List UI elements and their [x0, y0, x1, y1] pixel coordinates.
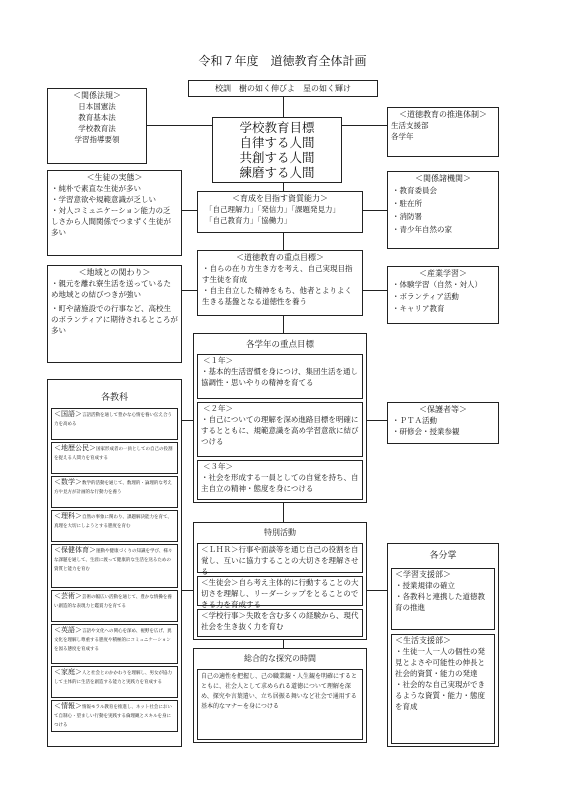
related-laws-heading: ＜関係法規＞ [73, 91, 121, 100]
grade-1 [197, 354, 363, 399]
community-relations [47, 265, 182, 363]
subject-text: 言語活動を通して豊かな心情を養い伝え合う力を高める [54, 413, 172, 427]
duty-heading: 各分掌 [429, 551, 457, 561]
subject-label: ＜理科＞ [54, 512, 82, 520]
agencies-heading: ＜関係諸機関＞ [415, 174, 471, 183]
community-list [48, 278, 181, 336]
grade-1-label: ＜１年＞ [203, 356, 233, 365]
target-abilities-list [198, 204, 362, 226]
special-label: ＜ＬＨＲ＞ [201, 545, 239, 554]
connector-line [342, 125, 387, 126]
subject-item [51, 666, 178, 698]
grade-2-text: ・自己についての理解を深め進路目標を明確にするとともに、規範意識を高め学習意欲に結びつける [201, 415, 359, 446]
student-status-heading: ＜生徒の実態＞ [86, 173, 143, 182]
subject-label: ＜情報＞ [54, 702, 82, 710]
duty-divisions [387, 543, 499, 747]
ability-line: 「自己理解力」「発信力」「課題発見力」 [205, 205, 340, 214]
agencies-list [388, 184, 498, 236]
special-text: 失敗を含む多くの経験から、現代社会を生き抜く力を育む [201, 611, 359, 631]
subject-text: 数学的活動を通じて、数理的・論理的な考え方や見方が計画的な行動力を養う [54, 481, 172, 495]
subject-item [51, 544, 178, 588]
guardians-list [388, 415, 498, 437]
connector-line [182, 590, 193, 591]
subject-item [51, 476, 178, 508]
target-abilities-heading: ＜育成を目指す資質能力＞ [232, 194, 328, 203]
school-motto [188, 80, 378, 97]
task-line: ・授業規律の確立 [395, 581, 455, 590]
subject-text: 言語や文化への関心を深め、視野を広げ、異文化を理解し尊重する態度や積極的にコミュニケーションを図る態度を育成する [54, 629, 172, 652]
connector-line [182, 290, 197, 291]
community-item: ・親元を離れ寮生活を送っているため地域との結びつきが強い [51, 279, 171, 299]
special-school-events [197, 609, 363, 637]
connector-line [283, 316, 284, 333]
goal-item: 練磨する人間 [239, 165, 315, 180]
subjects-heading: 各教科 [100, 393, 128, 403]
law-item: 学校教育法 [78, 124, 116, 133]
subject-item [51, 590, 178, 622]
moral-goals-list [198, 263, 362, 307]
connector-line [182, 210, 197, 211]
special-heading: 特別活動 [264, 528, 296, 537]
student-item: ・純朴で素直な生徒が多い [51, 184, 141, 193]
goal-item: 学校教育目標 [239, 120, 315, 135]
subject-text: 芸術の幅広い活動を通じて、豊かな情操を養い創造的な表現力と鑑賞力を育てる [54, 595, 172, 609]
connector-line [367, 590, 387, 591]
subject-label: ＜国語＞ [54, 410, 82, 418]
promotion-item: 生活支援部 [391, 121, 429, 130]
connector-line [283, 233, 284, 250]
subject-item [51, 408, 178, 440]
connector-line [147, 125, 212, 126]
subjects-list [51, 408, 178, 732]
promotion-list [388, 120, 498, 142]
agency-item: ・駐在所 [392, 199, 422, 208]
task-line: ・生徒一人一人の個性の発見とよさや可能性の伸長と社会的資質・能力の発達 [395, 647, 485, 678]
grade-goals-heading: 各学年の重点目標 [245, 340, 314, 350]
connector-line [182, 420, 193, 421]
subject-label: ＜保健体育＞ [54, 546, 96, 554]
connector-line [283, 183, 284, 191]
related-laws [47, 88, 147, 164]
moral-goal-item: ・自らの在り方生き方を考え、自己実現目指す生徒を育成 [202, 264, 353, 284]
subject-text: 運動や健康づくりの知識を学び、様々な課題を通して、生涯に渡って健康的な生活を送るための資質と能力を育む [54, 549, 173, 572]
learning-support-list [392, 580, 494, 613]
student-status-list [48, 183, 181, 238]
special-text: 自ら考え主体的に行動することの大切さを理解し、リーダーシップをとることのできる力を育成する [201, 578, 359, 609]
grade-2-label: ＜２年＞ [203, 404, 233, 413]
special-student-council [197, 576, 363, 609]
subject-label: ＜数学＞ [54, 478, 82, 486]
moral-education-goals [197, 250, 363, 316]
law-item: 教育基本法 [78, 113, 116, 122]
grade-3 [197, 460, 363, 500]
inquiry-heading: 総合的な探究の時間 [244, 654, 316, 663]
agency-item: ・教育委員会 [392, 186, 437, 195]
grade-goals [193, 333, 367, 503]
page-title: 令和７年度 道徳教育全体計画 [198, 54, 367, 68]
guardians-heading: ＜保護者等＞ [419, 405, 467, 414]
industry-item: ・体験学習（自然・対人） [392, 280, 482, 289]
target-abilities [197, 191, 363, 233]
student-item: ・学習意欲や規範意識が乏しい [51, 195, 156, 204]
agency-item: ・消防署 [392, 212, 422, 221]
law-item: 日本国憲法 [78, 102, 116, 111]
guardian-item: ・ＰＴＡ活動 [392, 416, 437, 425]
grade-3-label: ＜３年＞ [203, 462, 233, 471]
subject-text: 自然の事象に関わり、課題解決能力を育て、真理を大切にしようとする態度を育む [54, 515, 172, 529]
promotion-system [387, 107, 499, 157]
learning-support [391, 568, 495, 630]
grade-2 [197, 402, 363, 457]
promotion-heading: ＜道徳教育の推進体制＞ [399, 110, 487, 119]
subject-text: 人と社会とのかかわりを理解し、男女が協力して主体的に生活を創造する能力と実践力を育成する [54, 671, 172, 685]
special-label: ＜生徒会＞ [201, 578, 239, 587]
goal-item: 自律する人間 [239, 135, 315, 150]
moral-goals-heading: ＜道徳教育の重点目標＞ [236, 253, 324, 262]
grade-3-text: ・社会を形成する一員としての自覚を持ち、自主自立の精神・態度を身につける [201, 473, 359, 493]
task-line: ・各教科と連携した道徳教育の推進 [395, 592, 485, 612]
community-item: ・町や諸施設での行事など、高校生のボランティアに期待されるところが多い [51, 304, 178, 335]
student-item: ・対人コミュニケーション能力の乏しさから人間関係でつまずく生徒が多い [51, 206, 171, 237]
guardian-item: ・研修会・授業参観 [392, 427, 460, 436]
related-agencies [387, 171, 499, 249]
subject-text: 情報モラル教育を推進し、ネット社会において自制心・望ましい行動を実践する倫理観とスキルを身につける [54, 705, 172, 728]
connector-line [283, 97, 284, 117]
inquiry-text: 自己の適性を把握し、己の職業観・人生観を明確にするとともに、社会人として求められる道徳について理解を深め、探究や言葉遣い、立ち居振る舞いなど社会で通用する基本的なマナーを身につける [201, 673, 358, 710]
industry-learning [387, 266, 499, 324]
promotion-item: 各学年 [391, 132, 414, 141]
subject-label: ＜英語＞ [54, 626, 82, 634]
goal-item: 共創する人間 [239, 150, 315, 165]
related-laws-list [48, 101, 146, 145]
life-support-label: ＜生活支援部＞ [395, 636, 451, 645]
subject-item [51, 624, 178, 664]
connector-line [367, 420, 387, 421]
school-motto-text: 校訓 樹の如く伸びよ 星の如く輝け [215, 84, 351, 93]
agency-item: ・青少年自然の家 [392, 225, 452, 234]
community-heading: ＜地域との関わり＞ [78, 268, 151, 277]
task-line: ・社会的な自己実現ができるような資質・能力・態度を育成 [395, 680, 485, 711]
grade-1-text: ・基本的生活習慣を身につけ、集団生活を通し協調性・思いやりの精神を育てる [201, 367, 359, 387]
ability-line: 「自己教育力」「協働力」 [205, 216, 292, 225]
connector-line [363, 290, 387, 291]
subject-label: ＜家庭＞ [54, 668, 82, 676]
special-label: ＜学校行事＞ [201, 611, 246, 620]
connector-line [283, 640, 284, 648]
special-activities [193, 522, 367, 640]
subject-item [51, 510, 178, 542]
subject-item [51, 442, 178, 474]
guardians [387, 402, 499, 444]
subject-item [51, 700, 178, 732]
life-support-list [392, 646, 494, 712]
school-goals-list [213, 118, 341, 180]
life-support [391, 634, 495, 744]
school-goals [212, 117, 342, 183]
law-item: 学習指導要領 [74, 135, 120, 144]
subject-label: ＜芸術＞ [54, 592, 82, 600]
integrated-inquiry [193, 648, 367, 743]
subject-text: 国家形成者の一員としての自己の役割を捉える人間力を育成する [54, 447, 173, 461]
inquiry-body [197, 669, 363, 740]
moral-goal-item: ・自主自立した精神をもち、他者とよりよく生きる基盤となる道徳性を養う [202, 286, 352, 306]
subjects [47, 379, 182, 747]
industry-list [388, 279, 498, 315]
connector-line [363, 210, 387, 211]
subject-label: ＜地歴公民＞ [54, 444, 96, 452]
industry-item: ・キャリア教育 [392, 304, 445, 313]
industry-heading: ＜産業学習＞ [419, 269, 467, 278]
learning-support-label: ＜学習支援部＞ [395, 570, 451, 579]
special-lhr [197, 543, 363, 576]
industry-item: ・ボランティア活動 [392, 292, 459, 301]
special-text: 行事や面談等を通じ自己の役割を自覚し、互いに協力することの大切さを理解させる [201, 545, 359, 576]
student-status [47, 170, 182, 256]
connector-line [283, 503, 284, 522]
